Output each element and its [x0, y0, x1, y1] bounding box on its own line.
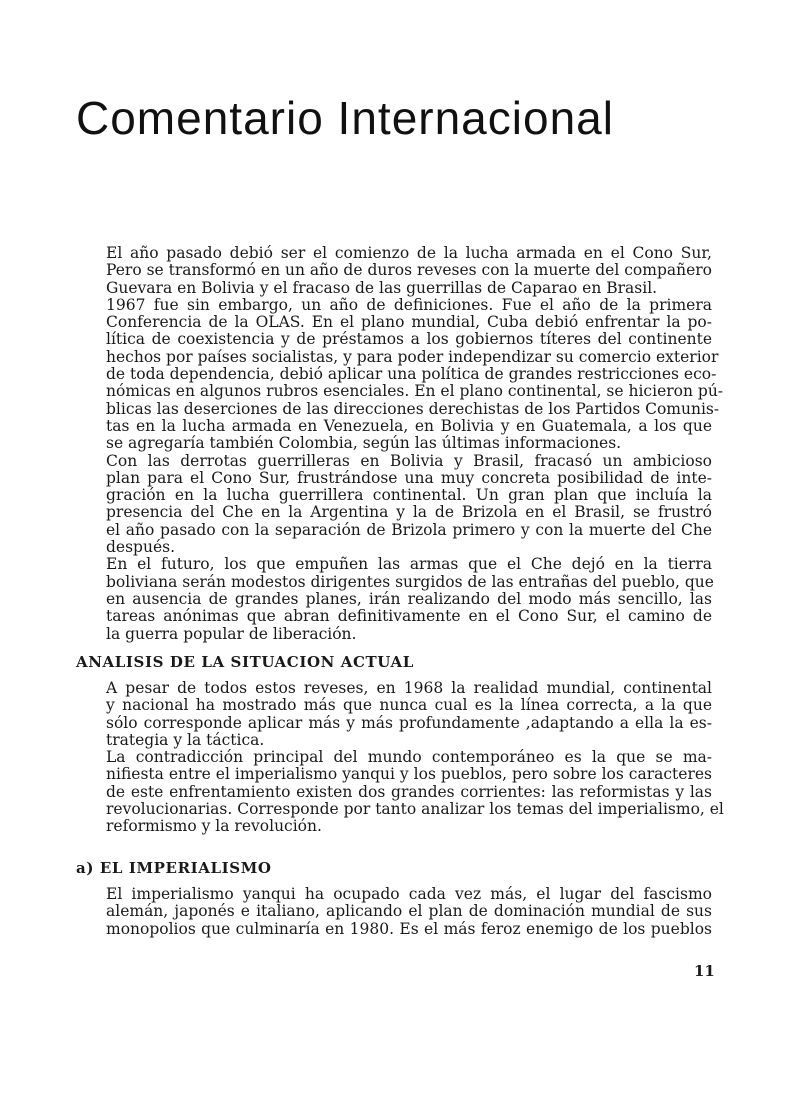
- text-line: Con las derrotas guerrilleras en Bolivia y Brasil, fracasó un ambicioso: [106, 451, 712, 470]
- page-number: 11: [694, 962, 715, 980]
- text-line: La contradicción principal del mundo contemporáneo es la que se ma-: [106, 748, 712, 767]
- text-line: trategia y la táctica.: [106, 730, 265, 749]
- intro-text: [76, 244, 724, 643]
- page-title: Comentario Internacional: [76, 92, 614, 144]
- text-line: boliviana serán modestos dirigentes surgidos de las entrañas del pueblo, que: [106, 572, 714, 591]
- text-line: el año pasado con la separación de Brizola primero y con la muerte del Che: [106, 520, 712, 539]
- text-line: blicas las deserciones de las direcciones derechistas de los Partidos Comunis-: [106, 399, 720, 418]
- text-line: Guevara en Bolivia y el fracaso de las guerrillas de Caparao en Brasil.: [106, 278, 658, 297]
- text-line: nifiesta entre el imperialismo yanqui y los pueblos, pero sobre los caracteres: [106, 765, 712, 784]
- text-line: El año pasado debió ser el comienzo de la lucha armada en el Cono Sur,: [106, 244, 712, 262]
- section-analisis-text: [76, 679, 724, 836]
- text-line: tareas anónimas que abran definitivamente en el Cono Sur, el camino de: [106, 607, 712, 626]
- text-line: de toda dependencia, debió aplicar una política de grandes restricciones eco-: [106, 365, 717, 384]
- text-line: alemán, japonés e italiano, aplicando el plan de dominación mundial de sus: [106, 902, 712, 921]
- text-line: de este enfrentamiento existen dos grandes corrientes: las reformistas y las: [106, 782, 712, 801]
- paragraph: [76, 886, 712, 938]
- text-line: plan para el Cono Sur, frustrándose una muy concreta posibilidad de inte-: [106, 468, 712, 487]
- text-line: Pero se transformó en un año de duros reveses con la muerte del compañero: [106, 261, 712, 280]
- text-line: y nacional ha mostrado más que nunca cual es la línea correcta, a la que: [106, 696, 712, 715]
- paragraph: [76, 748, 724, 836]
- text-line: en ausencia de grandes planes, irán realizando del modo más sencillo, las: [106, 589, 712, 608]
- text-line: El imperialismo yanqui ha ocupado cada vez más, el lugar del fascismo: [106, 885, 712, 903]
- section-heading-imperialismo: a) EL IMPERIALISMO: [76, 859, 272, 877]
- text-line: A pesar de todos estos reveses, en 1968 la realidad mundial, continental: [106, 679, 712, 697]
- paragraph: [76, 245, 712, 297]
- text-line: gración en la lucha guerrillera continental. Un gran plan que incluía la: [106, 486, 712, 505]
- text-line: reformismo y la revolución.: [106, 817, 322, 836]
- paragraph: [76, 295, 724, 453]
- text-line: revolucionarias. Corresponde por tanto analizar los temas del imperialismo, el: [106, 800, 724, 819]
- text-line: después.: [106, 538, 176, 557]
- text-line: tas en la lucha armada en Venezuela, en Bolivia y en Guatemala, a los que: [106, 416, 712, 435]
- text-line: hechos por países socialistas, y para poder independizar su comercio exterior: [106, 347, 719, 366]
- text-line: Conferencia de la OLAS. En el plano mundial, Cuba debió enfrentar la po-: [106, 313, 712, 332]
- text-line: 1967 fue sin embargo, un año de definiciones. Fue el año de la primera: [106, 295, 712, 314]
- text-line: nómicas en algunos rubros esenciales. En el plano continental, se hicieron pú-: [106, 382, 724, 401]
- text-line: En el futuro, los que empuñen las armas que el Che dejó en la tierra: [106, 555, 712, 574]
- text-line: la guerra popular de liberación.: [106, 624, 357, 643]
- paragraph: [76, 680, 712, 749]
- text-line: lítica de coexistencia y de préstamos a los gobiernos títeres del continente: [106, 330, 712, 349]
- text-line: se agregaría también Colombia, según las últimas informaciones.: [106, 434, 622, 453]
- section-imperialismo-text: [76, 886, 712, 938]
- text-line: monopolios que culminaría en 1980. Es el más feroz enemigo de los pueblos: [106, 919, 712, 938]
- paragraph: [76, 556, 712, 642]
- section-heading-analisis: ANALISIS DE LA SITUACION ACTUAL: [76, 653, 414, 671]
- paragraph: [76, 453, 712, 557]
- text-line: sólo corresponde aplicar más y más profundamente ,adaptando a ella la es-: [106, 713, 712, 732]
- text-line: presencia del Che en la Argentina y la de Brizola en el Brasil, se frustró: [106, 503, 712, 522]
